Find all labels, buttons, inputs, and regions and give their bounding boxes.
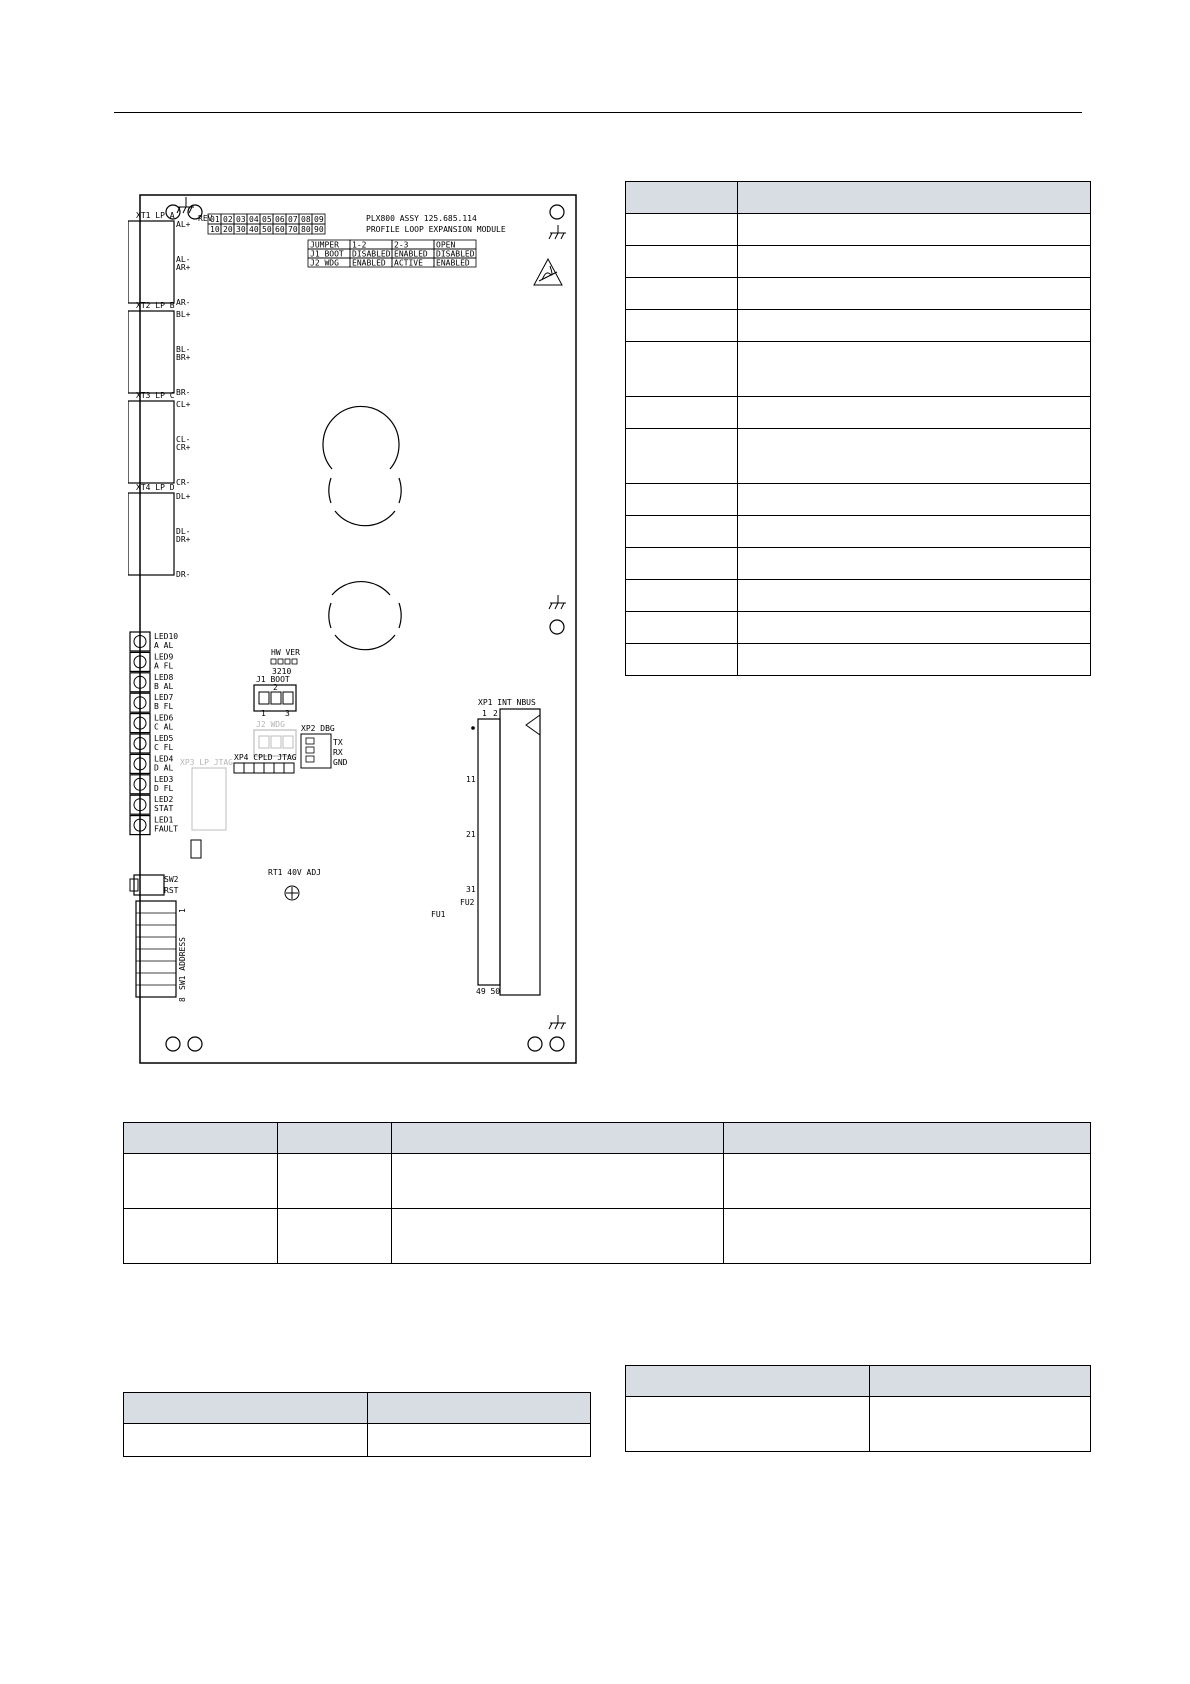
jumper-table-text: ENABLED: [436, 258, 470, 268]
loop-terminal-bottom: DR-: [176, 570, 191, 579]
xp1-connector-body: [478, 719, 500, 985]
coil-outline-upper-left: [329, 478, 331, 503]
board-title-line2: PROFILE LOOP EXPANSION MODULE: [366, 225, 506, 234]
ground-icon: [549, 225, 566, 239]
pcb-board-drawing: [128, 185, 588, 1070]
xp1-pin-11: 11: [466, 775, 476, 784]
loop-label: XT3 LP C: [136, 391, 175, 400]
lower-left-table: [123, 1392, 591, 1457]
xp3-label: XP3 LP JTAG: [180, 758, 233, 767]
lower-right-table: [625, 1365, 1091, 1452]
table-row: [124, 1424, 591, 1457]
rev-grid: [208, 214, 325, 234]
mount-hole-tr: [550, 205, 564, 219]
table-row: [626, 246, 1091, 278]
xp1-pin-21: 21: [466, 830, 476, 839]
led-name: LED10: [154, 632, 179, 641]
table-row: [626, 644, 1091, 676]
loop-terminal-bottom: BR-: [176, 388, 191, 397]
j1-boot-label: J1 BOOT: [256, 675, 290, 684]
loop-label: XT4 LP D: [136, 483, 175, 492]
rev-cell-value: 03: [236, 215, 246, 224]
loop-terminal-block: [128, 311, 174, 393]
xp4-label: XP4 CPLD JTAG: [234, 753, 297, 762]
loop-label: XT2 LP B: [136, 301, 175, 310]
loop-terminal-bottom: AR-: [176, 298, 191, 307]
hw-ver-pads: [271, 659, 297, 664]
loop-terminal-blocks: [128, 211, 191, 579]
j1-pin-1: 1: [261, 709, 266, 718]
rev-cell-value: 60: [275, 225, 285, 234]
rev-cell-value: 08: [301, 215, 311, 224]
loop-terminal-mid1: AL-: [176, 255, 191, 264]
led-name: LED2: [154, 795, 174, 805]
table-row: [124, 1154, 1091, 1209]
xp2-dbg-header: [301, 734, 331, 768]
rev-cell-value: 50: [262, 225, 272, 234]
rev-cell-value: 02: [223, 215, 233, 224]
xp1-label: XP1 INT NBUS: [478, 698, 536, 707]
jumper-table-text: DISABLED: [436, 249, 475, 259]
table-row: [626, 214, 1091, 246]
lower-right-table-header: [626, 1366, 1091, 1397]
loop-terminal-mid1: DL-: [176, 527, 191, 536]
j2-wdg-label: J2 WDG: [256, 720, 285, 729]
xp1-pin-1: 1: [482, 709, 487, 718]
rev-cell-value: 90: [314, 225, 324, 234]
xp2-dbg-label: XP2 DBG: [301, 724, 335, 733]
led-name: LED5: [154, 734, 174, 743]
spec-table-header: [124, 1123, 1091, 1154]
led-function: C FL: [154, 743, 174, 752]
led-name: LED8: [154, 672, 174, 682]
rev-label: REV: [198, 214, 213, 223]
led-name: LED6: [154, 713, 174, 723]
board-outline: [140, 195, 576, 1063]
terminal-table-header: [626, 182, 1091, 214]
jumper-table-text: JUMPER: [310, 240, 339, 250]
loop-terminal-top: AL+: [176, 220, 191, 229]
rev-cell-value: 20: [223, 225, 233, 234]
loop-terminal-top: BL+: [176, 310, 191, 319]
loop-terminal-mid1: CL-: [176, 435, 191, 444]
coil-outline-upper-right: [399, 478, 401, 503]
coil-outline-upper: [323, 406, 399, 469]
led-column: [130, 632, 178, 835]
rev-cell-value: 05: [262, 215, 272, 224]
mount-hole-br1: [528, 1037, 542, 1051]
jumper-table-text: 1-2: [352, 240, 367, 250]
terminal-table: [625, 181, 1091, 676]
xp1-pin-31: 31: [466, 885, 476, 894]
led-function: B AL: [154, 681, 174, 691]
led-name: LED4: [154, 754, 174, 764]
table-row: [626, 1397, 1091, 1452]
j1-pin-3: 3: [285, 709, 290, 718]
rev-cell-value: 04: [249, 215, 259, 224]
xp4-header: [234, 763, 294, 773]
ground-icon: [549, 1015, 566, 1029]
xp2-gnd: GND: [333, 758, 348, 767]
rev-cell-value: 80: [301, 225, 311, 234]
rev-cell-value: 40: [249, 225, 259, 234]
table-row: [626, 612, 1091, 644]
rev-cell-value: 10: [210, 225, 220, 234]
rev-cell-value: 07: [288, 215, 298, 224]
loop-terminal-top: DL+: [176, 492, 191, 501]
table-row: [626, 484, 1091, 516]
fu2-label: FU2: [460, 898, 475, 907]
jumper-table-text: J2 WDG: [310, 258, 339, 268]
led-name: LED1: [154, 815, 174, 825]
rst-label: RST: [164, 886, 179, 895]
rev-cell-value: 70: [288, 225, 298, 234]
rt1-label: RT1 40V ADJ: [268, 868, 321, 877]
xp2-tx: TX: [333, 738, 343, 747]
loop-terminal-block: [128, 493, 174, 575]
led-function: C AL: [154, 722, 174, 732]
led-function: A FL: [154, 661, 174, 671]
mount-hole-br2: [550, 1037, 564, 1051]
hw-ver-digits: 3210: [272, 667, 292, 676]
loop-terminal-block: [128, 221, 174, 303]
jumper-table-text: OPEN: [436, 240, 456, 250]
jumper-table-text: DISABLED: [352, 249, 391, 259]
loop-terminal-mid1: BL-: [176, 345, 191, 354]
xp1-connector-shroud: [500, 709, 540, 995]
jumper-table-text: ENABLED: [352, 258, 386, 268]
loop-terminal-bottom: CR-: [176, 478, 191, 487]
loop-terminal-mid2: AR+: [176, 263, 191, 272]
led-function: D AL: [154, 763, 174, 773]
jumper-table-text: ACTIVE: [394, 258, 423, 268]
table-row: [626, 310, 1091, 342]
rev-cell-value: 09: [314, 215, 324, 224]
header-cell: [626, 182, 738, 214]
xp2-rx: RX: [333, 748, 343, 757]
rev-cell-value: 01: [210, 215, 220, 224]
led-name: LED3: [154, 774, 174, 784]
sw1-pos-1: 1: [178, 908, 187, 913]
table-row: [626, 548, 1091, 580]
spec-table: [123, 1122, 1091, 1264]
led-name: LED7: [154, 693, 174, 703]
loop-terminal-block: [128, 401, 174, 483]
sw2-label: SW2: [164, 875, 179, 884]
mount-hole-bl1: [166, 1037, 180, 1051]
xp3-header: [192, 768, 226, 830]
table-row: [626, 429, 1091, 484]
fu1-label: FU1: [431, 910, 446, 919]
coil-outline-lower-top: [332, 582, 390, 595]
board-title-line1: PLX800 ASSY 125.685.114: [366, 214, 477, 223]
sw1-label: SW1 ADDRESS: [178, 937, 187, 990]
coil-outline-lower-left: [329, 603, 331, 628]
xp1-pin-2: 2: [493, 709, 498, 718]
coil-outline-lower-bottom: [335, 635, 395, 650]
loop-label: XT1 LP A: [136, 211, 175, 220]
mount-hole-bl2: [188, 1037, 202, 1051]
loop-terminal-mid2: DR+: [176, 535, 191, 544]
jumper-table-text: ENABLED: [394, 249, 428, 259]
led-name: LED9: [154, 652, 174, 662]
coil-outline-upper-bottom: [335, 511, 395, 526]
header-rule: [114, 112, 1082, 113]
rev-cell-value: 06: [275, 215, 285, 224]
loop-terminal-mid2: CR+: [176, 443, 191, 452]
loop-terminal-mid2: BR+: [176, 353, 191, 362]
table-row: [626, 397, 1091, 429]
jumper-table-text: 2-3: [394, 240, 409, 250]
header-cell: [738, 182, 1091, 214]
table-row: [124, 1209, 1091, 1264]
table-row: [626, 516, 1091, 548]
hw-ver-label: HW VER: [271, 648, 300, 657]
jumper-table-text: J1 BOOT: [310, 249, 344, 259]
j1-pin-2: 2: [273, 683, 278, 692]
lower-left-table-header: [124, 1393, 591, 1424]
led-function: FAULT: [154, 824, 179, 834]
led-function: STAT: [154, 804, 174, 814]
mount-hole-mr: [550, 620, 564, 634]
led-function: B FL: [154, 702, 174, 712]
esd-warning-icon: [534, 259, 562, 285]
jumper-table: [308, 240, 476, 268]
ground-icon: [549, 595, 566, 609]
sw1-pos-8: 8: [178, 997, 187, 1002]
rev-cell-value: 30: [236, 225, 246, 234]
table-row: [626, 278, 1091, 310]
test-jumper: [191, 840, 201, 858]
loop-terminal-top: CL+: [176, 400, 191, 409]
led-function: D FL: [154, 783, 174, 793]
coil-outline-lower-right: [399, 603, 401, 628]
table-row: [626, 580, 1091, 612]
xp1-pin-end: 49 50: [476, 987, 501, 996]
led-function: A AL: [154, 641, 174, 650]
table-row: [626, 342, 1091, 397]
